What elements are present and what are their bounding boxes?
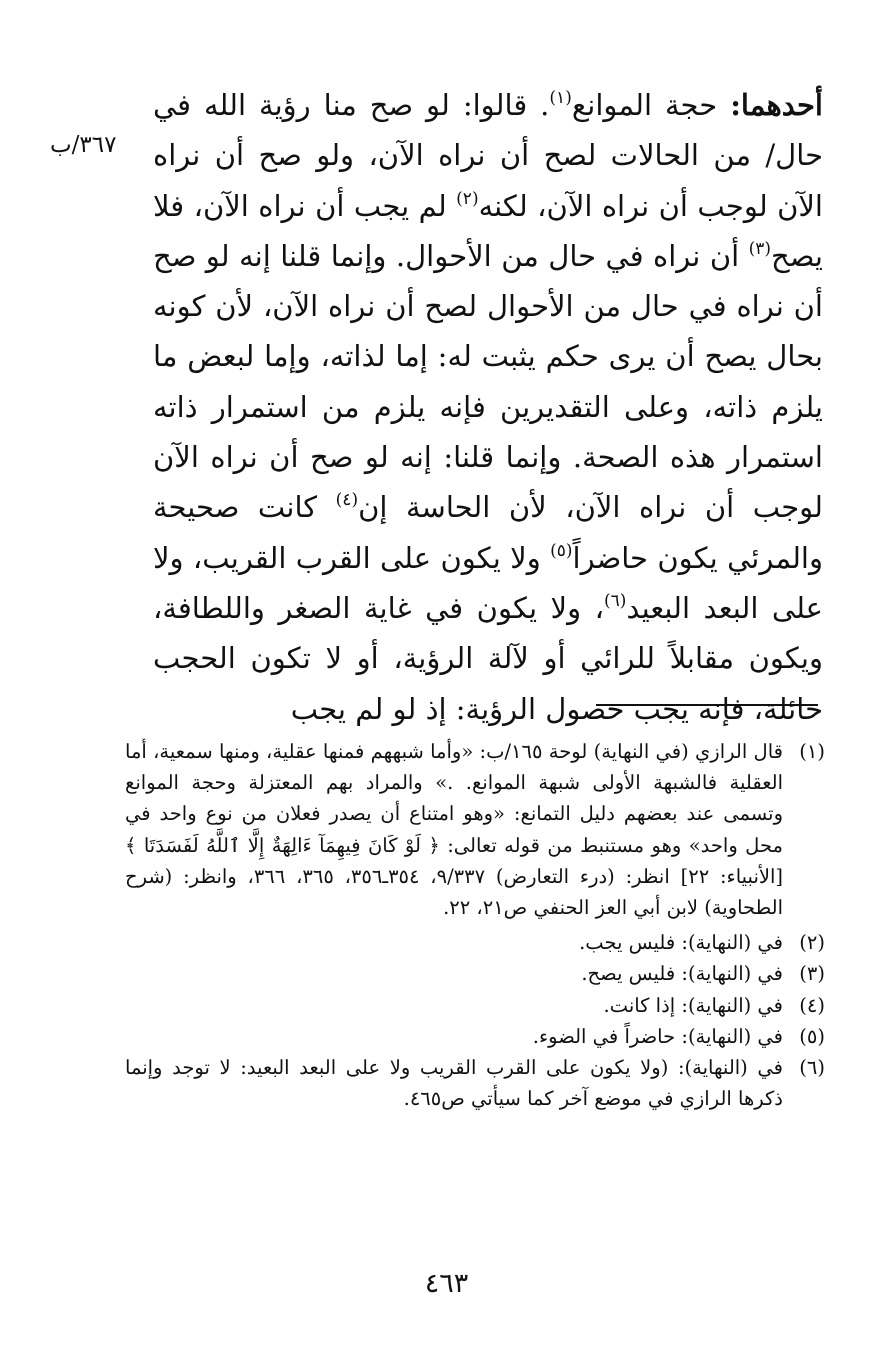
page-number: ٤٦٣: [424, 1268, 469, 1299]
manuscript-folio-reference: ٣٦٧/ب: [50, 132, 117, 158]
footnote-marker-3: (٣): [748, 238, 772, 259]
footnote-item: [125, 990, 825, 1021]
footnote-item: [125, 958, 825, 989]
footnote-item: [125, 1052, 825, 1115]
footnote-item: [125, 927, 825, 958]
footnote-number: (٥): [799, 1024, 825, 1048]
footnote-marker-1: (١): [549, 88, 572, 108]
footnote-text: في (النهاية): فليس يجب.: [579, 931, 783, 955]
main-text: [153, 80, 823, 734]
footnote-marker-5: (٥): [550, 540, 573, 561]
footnote-marker-2: (٢): [456, 188, 479, 209]
footnote-item: [125, 736, 825, 923]
text-run: أن نراه في حال من الأحوال. وإنما قلنا إنه لو صح أن نراه في حال من الأحوال لصح أن نراه الآن، لأن كونه بحال يصح أن يرى حكم يثبت له: إما لذاته، وإما لبعض ما يلزم ذاته، وعلى التقديرين فإنه يلزم من استمرار ذاته استمرار هذه الصحة. وإنما قلنا: إنه لو صح أن نراه الآن لوجب أن نراه الآن، لأن الحاسة إن: [153, 238, 823, 525]
text-run: ، ولا يكون في غاية الصغر واللطافة، ويكون مقابلاً للرائي أو لآلة الرؤية، أو لا تكون الحجب حائلة، فإنه يجب حصول الرؤية: إذ لو لم يجب: [153, 590, 823, 726]
footnote-marker-4: (٤): [335, 490, 359, 511]
footnote-number: (٤): [799, 993, 825, 1017]
text-run: لم يجب أن نراه الآن، فلا يصح: [153, 188, 823, 273]
text-run: كانت صحيحة والمرئي يكون حاضراً: [153, 490, 823, 575]
footnote-marker-6: (٦): [603, 590, 627, 611]
main-paragraph: [153, 80, 823, 734]
footnotes: [125, 736, 825, 1115]
paragraph-heading: أحدهما:: [730, 88, 823, 122]
footnote-text: في (النهاية): حاضراً في الضوء.: [532, 1024, 783, 1048]
footnote-text: قال الرازي (في النهاية) لوحة ١٦٥/ب: «وأما شبههم فمنها عقلية، ومنها سمعية، أما العقلية فالشبهة الأولى شبهة الموانع. .» والمراد بهم المعتزلة وحجة الموانع وتسمى عند بعضهم دليل التمانع: «وهو امتناع أن يصدر فعلان من نوع واحد في محل واحد» وهو مستنبط من قوله تعالى: ﴿ لَوْ كَانَ فِيهِمَآ ءَالِهَةٌ إِلَّا ٱللَّهُ لَفَسَدَتَا ﴾ [الأنبياء: ٢٢] انظر: (درء التعارض) ٩/٣٣٧، ٣٥٤ـ٣٥٦، ٣٦٥، ٣٦٦، وانظر: (شرح الطحاوية) لابن أبي العز الحنفي ص٢١، ٢٢.: [125, 740, 784, 920]
footnote-text: في (النهاية): فليس يصح.: [581, 962, 783, 986]
text-run: ولا يكون على القرب القريب، ولا على البعد البعيد: [153, 540, 823, 625]
footnote-number: (١): [799, 740, 825, 763]
text-run: حجة الموانع: [571, 88, 731, 122]
footnote-item: [125, 1021, 825, 1052]
footnote-text: في (النهاية): (ولا يكون على القرب القريب ولا على البعد البعيد: لا توجد وإنما ذكرها الرازي في موضع آخر كما سيأتي ص٤٦٥.: [125, 1056, 783, 1111]
footnote-separator: [596, 704, 818, 706]
footnote-number: (٢): [799, 931, 825, 955]
text-run: . قالوا: لو صح منا رؤية الله في حال/ من الحالات لصح أن نراه الآن، ولو صح أن نراه الآن لوجب أن نراه الآن، لكنه: [153, 88, 823, 223]
footnote-number: (٣): [799, 962, 825, 986]
footnote-text: في (النهاية): إذا كانت.: [603, 993, 783, 1017]
footnote-number: (٦): [799, 1056, 825, 1080]
